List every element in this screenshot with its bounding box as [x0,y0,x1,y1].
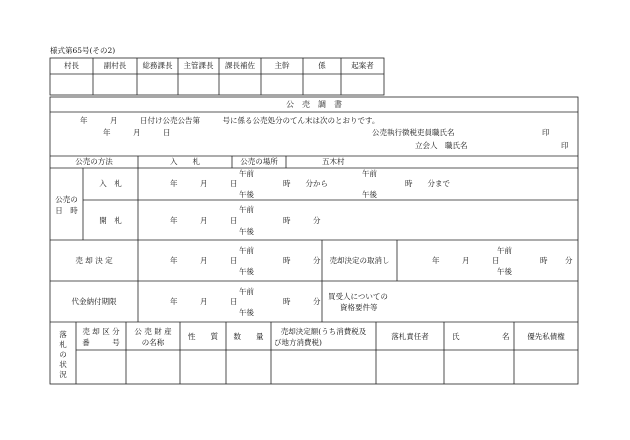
sale-method-value: 入 札 [170,157,200,166]
bid-end-pm: 午後 [362,190,377,199]
payment-am: 午前 [239,287,254,296]
approval-header-assistant-chief: 課長補佐 [225,61,255,70]
bid-end-time: 時 分まで [405,179,450,188]
sale-place-label: 公売の場所 [240,157,278,166]
col-header-property-2: の名称 [141,338,165,347]
cancel-pm: 午後 [497,267,512,276]
decision-pm: 午後 [239,267,254,276]
document-title: 公 売 調 書 [286,100,342,109]
approval-header-clerk: 係 [318,61,326,70]
bid-date: 年 月 日 [170,179,238,188]
results-cell-property[interactable] [126,350,180,384]
approval-stamp-mayor[interactable] [50,74,93,93]
approval-header-supervisor: 主幹 [274,61,290,70]
approval-header-mayor: 村長 [64,61,79,70]
intro-statement: 年 月 日付け公売公告第 号に係る公売処分のてん末は次のとおりです。 [80,116,380,125]
results-side-label-4: 状 [59,360,67,369]
results-side-label-5: 況 [59,370,67,379]
form-number-label: 様式第65号(その2) [50,46,116,55]
opening-time: 時 分 [283,216,321,225]
buyer-requirements-label-1: 買受人についての [328,292,388,301]
schedule-group-label-1: 公売の [55,195,78,204]
col-header-name-1: 氏 [452,332,460,341]
bid-start-am: 午前 [239,169,254,178]
cancel-minute: 分 [565,256,573,265]
results-cell-decision-price[interactable] [271,350,376,384]
approval-header-section-chief: 主管課長 [183,61,214,70]
col-header-winning-bidder: 落札責任者 [391,332,429,341]
sale-decision-label: 売 却 決 定 [75,256,113,265]
buyer-requirements-label-2: 資格要件等 [340,303,378,312]
witness-name-label: 立会人 職氏名 [415,141,468,150]
results-cell-name[interactable] [444,350,514,384]
cancel-am: 午前 [497,246,512,255]
opening-date: 年 月 日 [170,216,238,225]
approval-stamp-clerk[interactable] [303,74,341,93]
official-seal-mark: 印 [542,128,550,137]
results-cell-sale-class[interactable] [76,350,126,384]
cancel-date: 年 月 日 [432,256,500,265]
col-header-sale-class-2: 番 号 [82,338,120,347]
col-header-priority-claim: 優先私債権 [527,332,565,341]
approval-stamp-supervisor[interactable] [261,74,303,93]
col-header-quantity: 数 量 [233,332,264,341]
cancel-hour: 時 [540,256,548,265]
opening-pm: 午後 [239,227,254,236]
payment-time: 時 分 [283,297,321,306]
col-header-decision-price-2: び地方消費税) [274,338,322,347]
decision-cancel-label: 売却決定の取消し [329,256,390,265]
results-cell-quantity[interactable] [226,350,271,384]
approval-header-deputy-mayor: 副村長 [103,61,127,70]
col-header-property-1: 公 売 財 産 [134,327,172,336]
col-header-name-2: 名 [502,332,510,341]
approval-stamp-drafter[interactable] [341,74,384,93]
results-side-label-3: の [59,350,67,359]
decision-date: 年 月 日 [170,256,238,265]
bid-start-time: 時 分から [283,179,328,188]
sale-place-value: 五木村 [322,157,345,166]
decision-am: 午前 [239,246,254,255]
sale-method-label: 公売の方法 [75,157,113,166]
approval-header-drafter: 起案者 [351,61,374,70]
col-header-decision-price-1: 売却決定額(うち消費税及 [280,327,367,336]
payment-deadline-label: 代金納付期限 [71,297,117,306]
opening-row-label: 開 札 [99,216,122,225]
bid-start-pm: 午後 [239,190,254,199]
schedule-group-label-2: 日 時 [55,206,78,215]
approval-stamp-assistant-chief[interactable] [219,74,261,93]
bid-row-label: 入 札 [99,179,122,188]
results-cell-priority-claim[interactable] [514,350,578,384]
decision-time: 時 分 [283,256,321,265]
results-side-label-2: 札 [59,340,67,349]
opening-am: 午前 [239,205,254,214]
bid-end-am: 午前 [362,169,377,178]
intro-date: 年 月 日 [103,128,171,137]
witness-seal-mark: 印 [561,141,569,150]
payment-pm: 午後 [239,308,254,317]
results-cell-winning-bidder[interactable] [376,350,444,384]
approval-stamp-general-affairs-chief[interactable] [137,74,178,93]
payment-date: 年 月 日 [170,297,238,306]
col-header-sale-class-1: 売 却 区 分 [82,327,120,336]
approval-header-general-affairs-chief: 総務課長 [142,61,173,70]
col-header-nature: 性 質 [188,332,218,341]
results-cell-nature[interactable] [180,350,226,384]
approval-stamp-deputy-mayor[interactable] [93,74,137,93]
results-side-label-1: 落 [59,330,67,339]
approval-stamp-section-chief[interactable] [178,74,219,93]
official-name-label: 公売執行徴税吏員職氏名 [372,128,455,137]
